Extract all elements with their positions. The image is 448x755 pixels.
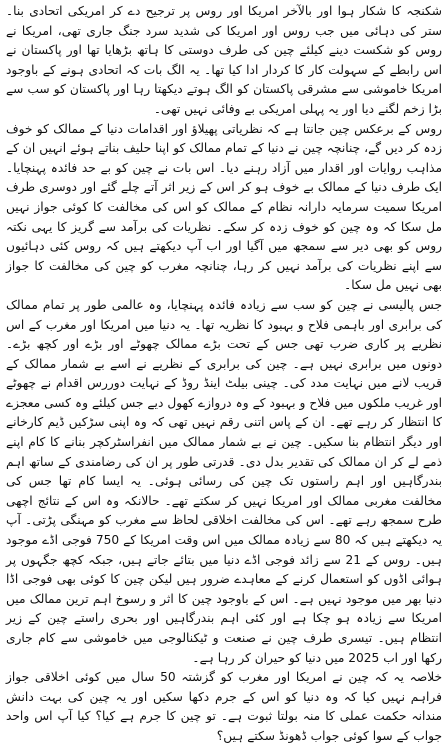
- article-paragraph-2: روس کے برعکس چین جانتا ہے کہ نظریاتی پھیلاؤ اور اقدامات دنیا کے ممالک کو خوف زدہ کر دیں گے، چنانچہ چین نے دنیا کے تمام ممالک کو اپنا حلیف بناتے ہوئے انہیں ان کے مذاہب روایات اور اقدار میں آزاد رہنے دیا۔ اس بات نے چین کو بے حد فائدہ پہنچایا۔ ایک طرف دنیا کے ممالک بے خوف ہو کر اس کے زیر اثر آتے چلے گئے اور دوسری طرف امریکا سمیت سرمایہ دارانہ نظام کے ممالک کو اس کی مخالفت کا کوئی جواز نہیں مل سکا کہ وہ چین کو خوف زدہ کر سکے۔ نظریات کی برآمد سے گریز کا یہی نکتہ روس کو بھی دیر سے سمجھ میں آگیا اور اب آپ دیکھتے ہیں کہ روس کئی دہائیوں سے اپنے نظریات کی برآمد نہیں کر رہا، چنانچہ مغرب کو چین کی مخالفت کا جواز بھی نہیں مل سکا۔: [6, 121, 442, 293]
- article-paragraph-1: شکنجہ کا شکار ہوا اور بالآخر امریکا اور روس پر ترجیح دے کر امریکی اتحادی بنا۔ ستر کی دہائی میں جب روس اور امریکا کی شدید سرد جنگ جاری تھی، امریکا نے روس کو شکست دینے کیلئے چین کی طرف دوستی کا ہاتھ بڑھایا تھا اور پاکستان نے اس رابطے کے سہولت کار کا کردار ادا کیا تھا۔ یہ الگ بات کہ اتحادی ہونے کے باوجود امریکا خاموشی سے مشرقی پاکستان کو الگ ہوتے دیکھتا رہا اور پاکستان کو سب سے بڑا زخم لگنے دیا اور یہ پہلی امریکی بے وفائی نہیں تھی۔: [6, 4, 442, 116]
- article-paragraph-4: خلاصہ یہ کہ چین نے امریکا اور مغرب کو گزشتہ 50 سال میں کوئی اخلاقی جواز فراہم نہیں کیا کہ وہ دنیا کو اس کے جرم دکھا سکیں اور یہ چین کی بہت دانش مندانہ حکمت عملی کا منہ بولتا ثبوت ہے۔ تو چین کا جرم ہے کیا؟ کیا آپ اس واحد جواب کے سوا کوئی جواب ڈھونڈ سکتے ہیں؟: [6, 670, 442, 743]
- article-paragraph-3: جس پالیسی نے چین کو سب سے زیادہ فائدہ پہنچایا، وہ عالمی طور پر تمام ممالک کی برابری اور باہمی فلاح و بہبود کا نظریہ تھا۔ یہ دنیا میں امریکا اور مغرب کے اس نظریے پر کاری ضرب تھی جس کے تحت بڑے ممالک چھوٹے اور بڑے اور کچھ بڑے۔ دونوں میں برابری نہیں ہے۔ چین کی برابری کے نظریے نے اسے بے شمار ممالک کے قریب لانے میں نہایت مدد کی۔ چینی بیلٹ اینڈ روڈ کے نہایت دوررس اقدام نے چھوٹے اور غریب ملکوں میں فلاح و بہبود کے وہ دروازے کھول دیے جس کیلئے وہ کسی معجزے کا انتظار کر رہے تھے۔ ان کے پاس اتنی رقم نہیں تھی کہ وہ اپنی سڑکیں ڈیم کارخانے اور دیگر انتظام بنا سکیں۔ چین نے بے شمار ممالک میں انفراسٹرکچر بنانے کا کام اپنے ذمے لے کر ان ممالک کی تقدیر بدل دی۔ قدرتی طور پر ان کی رضامندی کے ساتھ اہم بندرگاہیں اور اہم راستوں تک چین کی رسائی ہوئی۔ یہ ایسا کام تھا جس کی مخالفت مغربی ممالک اور امریکا نہیں کر سکتے تھے۔ حالانکہ وہ اس کے نتائج اچھی طرح سمجھ رہے تھے۔ اس کی مخالفت اخلاقی لحاظ سے مغرب کو مہنگی پڑتی۔ آپ یہ دیکھتے ہیں کہ 80 سے زیادہ ممالک میں اس وقت امریکا کے 750 فوجی اڈے موجود ہیں۔ روس کے 21 سے زائد فوجی اڈے دنیا میں بتائے جاتے ہیں، جبکہ کچھ جگہوں پر ہوائی اڈوں کو استعمال کرنے کے معاہدے ضرور ہیں لیکن چین کا کوئی بھی فوجی اڈا دنیا بھر میں موجود نہیں ہے۔ اس کے باوجود چین کا اثر و رسوخ اہم ترین ممالک میں امریکا سے زیادہ ہو چکا ہے اور کئی اہم بندرگاہیں اور بحری راستے چین کے زیر انتظام ہیں۔ تیسری طرف چین نے صنعت و ٹیکنالوجی میں خاموشی سے کام جاری رکھا اور اب 2025 میں دنیا کو حیران کر رہا ہے۔: [6, 297, 443, 665]
